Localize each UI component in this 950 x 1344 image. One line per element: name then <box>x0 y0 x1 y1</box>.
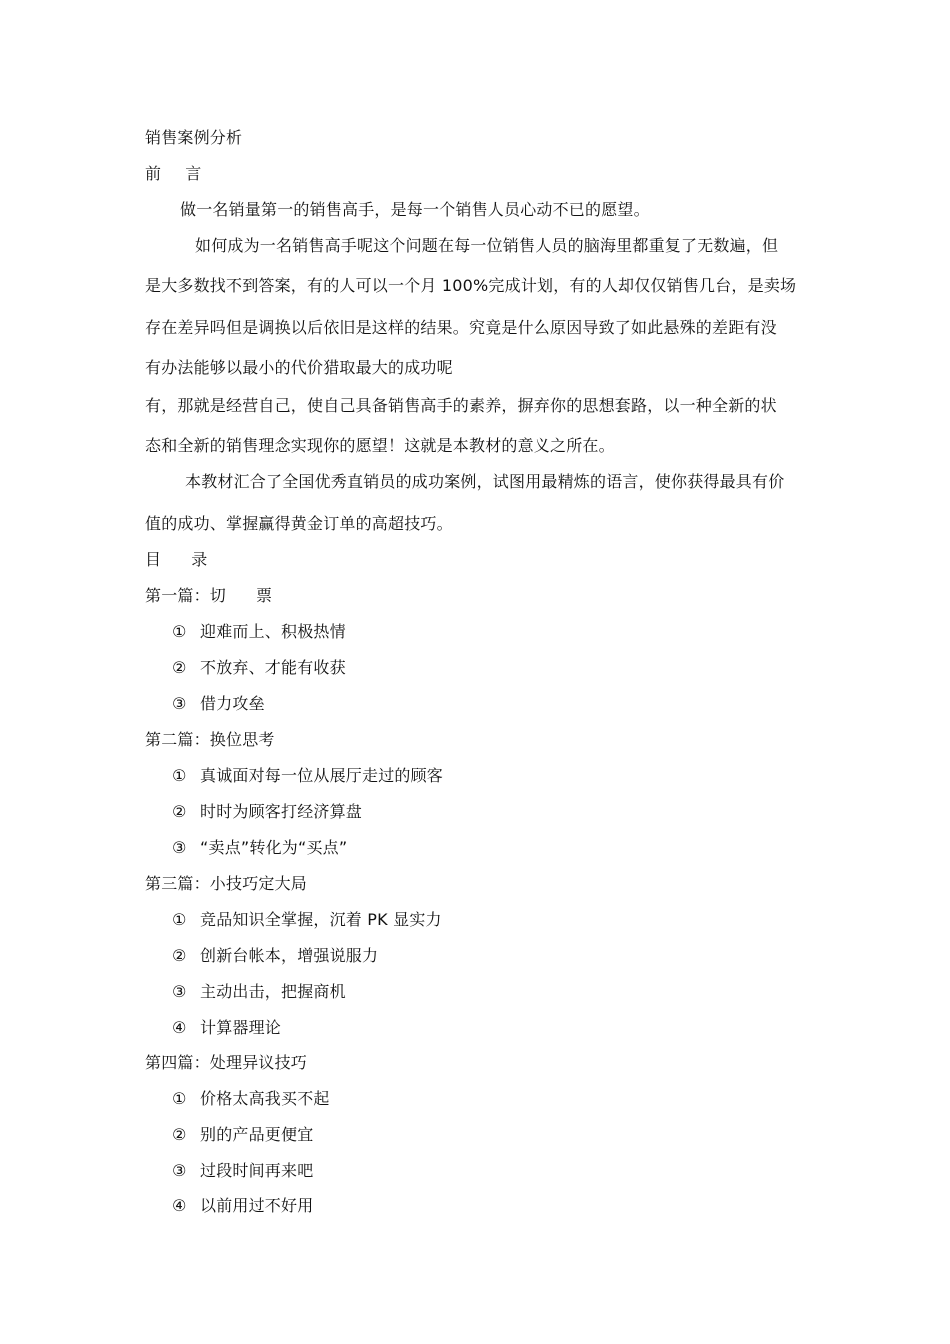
toc-item-text: 计算器理论 <box>200 1018 282 1037</box>
toc-item <box>172 946 378 966</box>
toc-item-number: ① <box>172 622 187 641</box>
toc-item-number: ② <box>172 658 187 677</box>
toc-item <box>172 1089 330 1109</box>
preface-paragraph-2-line: 存在差异吗但是调换以后依旧是这样的结果。究竟是什么原因导致了如此悬殊的差距有没 <box>145 318 777 337</box>
preface-paragraph-2-line: 有，那就是经营自己，使自己具备销售高手的素养，摒弃你的思想套路，以一种全新的状 <box>145 396 777 415</box>
preface-paragraph-2-line: 是大多数找不到答案，有的人可以一个月 100%完成计划，有的人却仅仅销售几台，是卖场 <box>145 276 797 295</box>
preface-paragraph-3-line: 本教材汇合了全国优秀直销员的成功案例，试图用最精炼的语言，使你获得最具有价 <box>185 472 785 491</box>
toc-item <box>172 694 265 714</box>
toc-item-number: ② <box>172 946 187 965</box>
toc-item-text: 过段时间再来吧 <box>200 1161 314 1180</box>
toc-item-number: ① <box>172 910 187 929</box>
chapter-title-part-2: 票 <box>256 586 273 605</box>
toc-item-text: 竞品知识全掌握，沉着 PK 显实力 <box>200 910 442 929</box>
toc-item-text: 价格太高我买不起 <box>200 1089 330 1108</box>
toc-item-number: ③ <box>172 838 187 857</box>
toc-item <box>172 622 346 642</box>
toc-item-number: ② <box>172 802 187 821</box>
preface-heading <box>145 164 201 184</box>
chapter-title <box>145 586 272 606</box>
preface-paragraph-2-line: 如何成为一名销售高手呢这个问题在每一位销售人员的脑海里都重复了无数遍，但 <box>195 236 779 255</box>
toc-item-number: ③ <box>172 694 187 713</box>
toc-item <box>172 1161 313 1181</box>
preface-paragraph-3-line: 值的成功、掌握赢得黄金订单的高超技巧。 <box>145 514 453 533</box>
toc-item <box>172 910 442 930</box>
preface-heading-char-2: 言 <box>185 164 202 183</box>
toc-item-text: 真诚面对每一位从展厅走过的顾客 <box>200 766 444 785</box>
toc-item-text: 借力攻垒 <box>200 694 265 713</box>
chapter-title: 第四篇：处理异议技巧 <box>145 1053 308 1072</box>
toc-heading-char-2: 录 <box>191 550 208 569</box>
toc-item <box>172 1196 313 1216</box>
toc-item-text: 以前用过不好用 <box>200 1196 314 1215</box>
toc-item-number: ① <box>172 1089 187 1108</box>
preface-heading-char-1: 前 <box>145 164 162 183</box>
chapter-title: 第三篇：小技巧定大局 <box>145 874 308 893</box>
toc-item <box>172 1018 281 1038</box>
toc-item-text: 不放弃、才能有收获 <box>200 658 346 677</box>
toc-item <box>172 1125 313 1145</box>
toc-item-number: ④ <box>172 1018 187 1037</box>
toc-item-text: 时时为顾客打经济算盘 <box>200 802 363 821</box>
chapter-title-part-1: 第一篇：切 <box>145 586 227 605</box>
toc-item <box>172 766 443 786</box>
preface-paragraph-1: 做一名销量第一的销售高手，是每一个销售人员心动不已的愿望。 <box>180 200 650 219</box>
toc-item <box>172 838 347 858</box>
toc-item-text: 创新台帐本，增强说服力 <box>200 946 379 965</box>
toc-heading <box>145 550 207 570</box>
chapter-title: 第二篇：换位思考 <box>145 730 275 749</box>
toc-item-text: 别的产品更便宜 <box>200 1125 314 1144</box>
preface-paragraph-2-line: 态和全新的销售理念实现你的愿望！这就是本教材的意义之所在。 <box>145 436 615 455</box>
toc-item <box>172 658 346 678</box>
toc-item-number: ③ <box>172 982 187 1001</box>
toc-item-number: ① <box>172 766 187 785</box>
toc-item-number: ④ <box>172 1196 187 1215</box>
document-title: 销售案例分析 <box>145 128 243 147</box>
toc-item-number: ② <box>172 1125 187 1144</box>
toc-item <box>172 982 346 1002</box>
toc-item-text: 迎难而上、积极热情 <box>200 622 346 641</box>
toc-item <box>172 802 362 822</box>
toc-item-text: “卖点”转化为“买点” <box>200 838 348 857</box>
toc-item-number: ③ <box>172 1161 187 1180</box>
preface-paragraph-2-line: 有办法能够以最小的代价猎取最大的成功呢 <box>145 358 453 377</box>
toc-heading-char-1: 目 <box>145 550 162 569</box>
toc-item-text: 主动出击，把握商机 <box>200 982 346 1001</box>
